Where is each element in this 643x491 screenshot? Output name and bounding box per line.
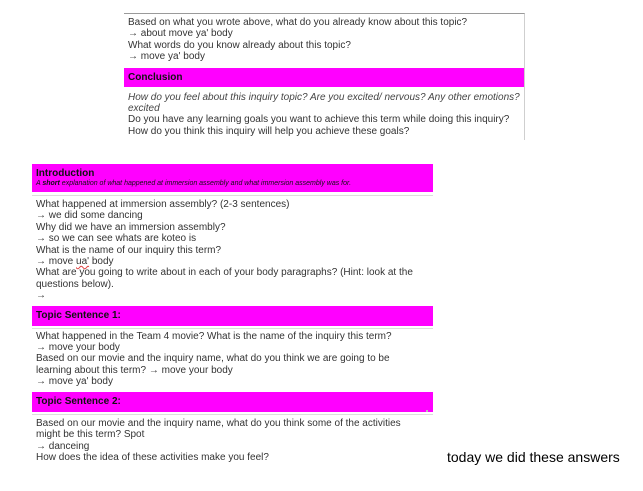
question-line: Why did we have an immersion assembly? xyxy=(36,221,226,233)
spellcheck-word: ua' xyxy=(76,256,90,268)
answer-line: → xyxy=(36,290,46,302)
question-line: What is the name of our inquiry this term? xyxy=(36,244,222,256)
question-line: Do you have any learning goals you want to achieve this term while doing this inquiry? xyxy=(128,114,510,126)
question-line: What words do you know already about this topic? xyxy=(128,39,351,51)
conclusion-document-panel xyxy=(124,13,525,140)
conclusion-header xyxy=(124,68,524,87)
question-line: Based on what you wrote above, what do you already know about this topic? xyxy=(128,17,468,28)
answer-line: → move your body xyxy=(36,342,120,354)
answer-line: → move ya' body xyxy=(36,376,113,388)
introduction-document-panel xyxy=(32,164,433,463)
topic-sentence-1-header xyxy=(32,306,433,326)
question-line: What happened at immersion assembly? (2-3 sentences) xyxy=(36,199,290,210)
question-line: How does the idea of these activities make you feel? xyxy=(36,451,269,463)
answer-line: → we did some dancing xyxy=(36,210,143,222)
prompt-italic-line: How do you feel about this inquiry topic? Are you excited/ nervous? Any other emotions? xyxy=(128,91,520,103)
question-line: questions below). xyxy=(36,278,114,290)
introduction-subtitle: A short explanation of what happened at immersion assembly and what immersion assembly was for. xyxy=(36,180,352,187)
caption-text: today we did these answers xyxy=(447,449,620,465)
answer-italic-line: excited xyxy=(128,103,160,115)
conclusion-header-label: Conclusion xyxy=(128,71,183,83)
question-line: What are you going to write about in each of your body paragraphs? (Hint: look at the xyxy=(36,267,413,279)
question-line: Based on our movie and the inquiry name, what do you think some of the activities xyxy=(36,417,401,429)
question-line: How do you think this inquiry will help you achieve these goals? xyxy=(128,125,410,137)
topic-sentence-1-label: Topic Sentence 1: xyxy=(36,310,121,322)
answer-line: → danceing xyxy=(36,440,90,452)
answer-line: → move ya' body xyxy=(128,51,205,63)
topic-sentence-2-header xyxy=(32,392,433,412)
decorative-dot xyxy=(426,410,428,412)
answer-line: → about move ya' body xyxy=(128,28,233,40)
question-line: might be this term? Spot xyxy=(36,429,145,441)
question-line: learning about this term? → move your body xyxy=(36,364,233,376)
answer-line: → so we can see whats are koteo is xyxy=(36,233,197,245)
answer-line: → move ua' body xyxy=(36,256,114,268)
question-line: What happened in the Team 4 movie? What is the name of the inquiry this term? xyxy=(36,330,392,342)
introduction-header-label: Introduction xyxy=(36,168,95,179)
topic-sentence-2-label: Topic Sentence 2: xyxy=(36,396,121,408)
introduction-header xyxy=(32,164,433,192)
question-line: Based on our movie and the inquiry name, what do you think we are going to be xyxy=(36,353,390,365)
